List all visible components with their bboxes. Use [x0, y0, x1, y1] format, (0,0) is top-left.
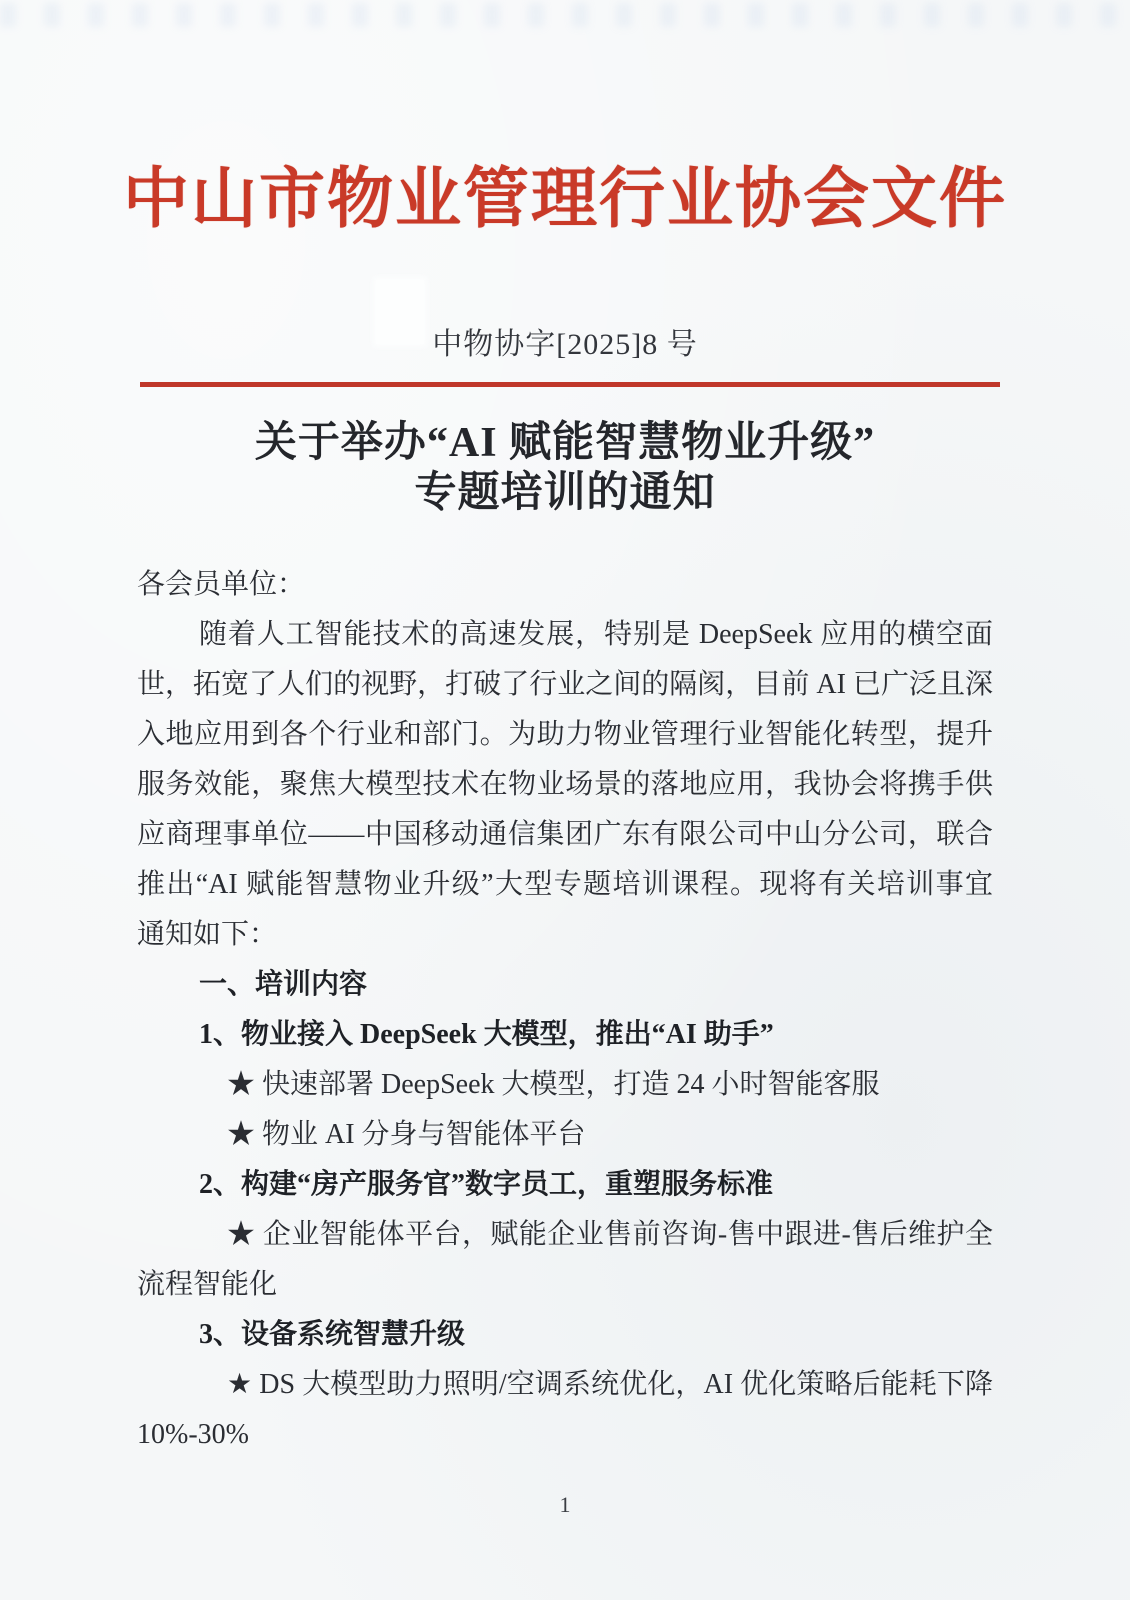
document-body — [137, 560, 993, 1460]
document-title — [0, 418, 1130, 518]
scan-artifact-streaks — [0, 3, 1130, 27]
body-line-salutation: 各会员单位： — [137, 569, 306, 600]
bullet-line: ★ 物业 AI 分身与智能体平台 — [227, 1119, 586, 1150]
bullet-line: ★ 快速部署 DeepSeek 大模型，打造 24 小时智能客服 — [227, 1069, 880, 1100]
body-line: 世，拓宽了人们的视野，打破了行业之间的隔阂，目前 AI 已广泛且深 — [137, 669, 993, 700]
bullet-continuation: 10%-30% — [137, 1419, 249, 1450]
item-heading-1: 1、物业接入 DeepSeek 大模型，推出“AI 助手” — [199, 1019, 774, 1050]
item-heading-2: 2、构建“房产服务官”数字员工，重塑服务标准 — [199, 1169, 774, 1200]
body-line: 应商理事单位——中国移动通信集团广东有限公司中山分公司，联合 — [137, 819, 993, 850]
document-title-line1: 关于举办“AI 赋能智慧物业升级” — [254, 420, 876, 466]
page-number: 1 — [559, 1492, 571, 1517]
document-reference-number: 中物协字[2025]8 号 — [432, 328, 698, 361]
letterhead-org-title: 中山市物业管理行业协会文件 — [123, 163, 1007, 236]
bullet-line: ★ 企业智能体平台，赋能企业售前咨询-售中跟进-售后维护全 — [227, 1219, 993, 1250]
item-heading-3: 3、设备系统智慧升级 — [199, 1319, 466, 1350]
red-divider-rule — [140, 382, 1000, 387]
body-line: 服务效能，聚焦大模型技术在物业场景的落地应用，我协会将携手供 — [137, 769, 993, 800]
body-line: 入地应用到各个行业和部门。为助力物业管理行业智能化转型，提升 — [137, 719, 993, 750]
bullet-continuation: 流程智能化 — [137, 1269, 278, 1300]
section-heading: 一、培训内容 — [199, 969, 368, 1000]
body-line: 推出“AI 赋能智慧物业升级”大型专题培训课程。现将有关培训事宜 — [137, 869, 993, 900]
bullet-line: ★ DS 大模型助力照明/空调系统优化，AI 优化策略后能耗下降 — [227, 1369, 993, 1400]
document-title-line2: 专题培训的通知 — [414, 470, 716, 516]
body-line: 随着人工智能技术的高速发展，特别是 DeepSeek 应用的横空面 — [199, 619, 993, 650]
body-line: 通知如下： — [137, 919, 278, 950]
